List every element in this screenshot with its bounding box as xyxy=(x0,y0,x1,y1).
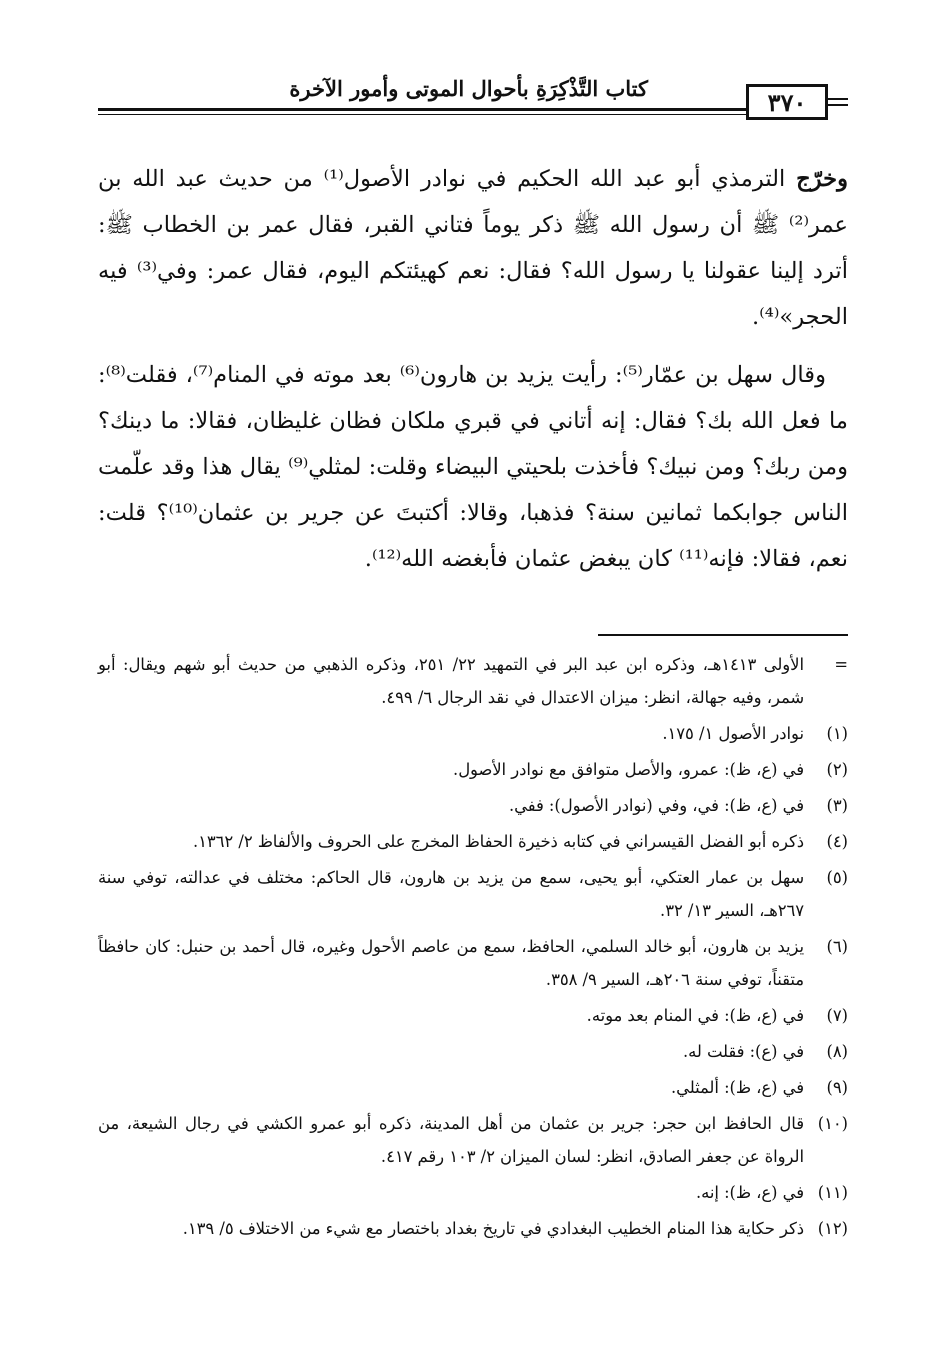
footnote-text: ذكره أبو الفضل القيسراني في كتابه ذخيرة الحفاظ المخرج على الحروف والألفاظ ٢/ ١٣٦٢. xyxy=(192,832,804,851)
footnotes xyxy=(98,648,848,1245)
main-text xyxy=(98,156,848,594)
footnote-text: في (ع، ظ): في، وفي (نوادر الأصول): ففي. xyxy=(508,796,804,815)
footnote-2 xyxy=(98,753,848,786)
footnote-text: سهل بن عمار العتكي، أبو يحيى، سمع من يزيد بن هارون، قال الحاكم: مختلف في عدالته، توفي سنة ٢٦٧هـ، السير ١٣/ ٣٢. xyxy=(98,868,804,920)
footnote-separator xyxy=(598,634,848,636)
footnote-text: في (ع، ظ): ألمثلي. xyxy=(670,1078,804,1097)
footnote-6 xyxy=(98,930,848,996)
page-number: ٣٧٠ xyxy=(746,84,828,120)
footnote-4 xyxy=(98,825,848,858)
footnote-12 xyxy=(98,1212,848,1245)
header-rule-right-2 xyxy=(828,104,848,106)
footnote-1 xyxy=(98,717,848,750)
footnote-number: (٦) xyxy=(826,937,848,956)
footnote-number: (٨) xyxy=(826,1042,848,1061)
footnote-text: قال الحافظ ابن حجر: جرير بن عثمان من أهل المدينة، ذكره أبو عمرو الكشي في رجال الشيعة، من الرواة عن جعفر الصادق، انظر: لسان الميزان ٢/ ١٠٣ رقم ٤١٧. xyxy=(98,1114,804,1166)
footnote-text: الأولى ١٤١٣هـ، وذكره ابن عبد البر في التمهيد ٢٢/ ٢٥١، وذكره الذهبي من حديث أبو شهم ويقال: أبو شمر، وفيه جهالة، انظر: ميزان الاعتدال في نقد الرجال ٦/ ٤٩٩. xyxy=(98,655,804,707)
paragraph-2-text: وقال سهل بن عمّار⁽⁵⁾: رأيت يزيد بن هارون⁽⁶⁾ بعد موته في المنام⁽⁷⁾، فقلت⁽⁸⁾: ما فعل الله بك؟ فقال: إنه أتاني في قبري ملكان فظان غليظان، فقالا: ما دينك؟ ومن ربك؟ ومن نبيك؟ فأخذت بلحيتي البيضاء وقلت: لمثلي⁽⁹⁾ يقال هذا وقد علّمت الناس جوابكما ثمانين سنة؟ فذهبا، وقالا: أكتبتَ عن جرير بن عثمان⁽¹⁰⁾؟ قلت: نعم، فقالا: فإنه⁽¹¹⁾ كان يبغض عثمان فأبغضه الله⁽¹²⁾. xyxy=(98,362,848,572)
paragraph-lead-word: وخرّج xyxy=(796,166,848,192)
paragraph-1 xyxy=(98,156,848,340)
footnote-number: (١٢) xyxy=(817,1219,848,1238)
footnote-3 xyxy=(98,789,848,822)
footnote-number: (٢) xyxy=(826,760,848,779)
running-title: كتاب التَّذْكِرَةِ بأحوال الموتى وأمور الآخرة xyxy=(289,76,648,101)
header-rule-thick xyxy=(98,108,746,111)
footnote-11 xyxy=(98,1176,848,1209)
header-rule-right-1 xyxy=(828,98,848,100)
footnote-number: (٧) xyxy=(826,1006,848,1025)
footnote-number: (٣) xyxy=(826,796,848,815)
footnote-number: (١٠) xyxy=(817,1114,848,1133)
header-rule-thin xyxy=(98,114,746,115)
paragraph-2 xyxy=(98,352,848,582)
footnote-number: (١) xyxy=(826,724,848,743)
footnote-text: نوادر الأصول ١/ ١٧٥. xyxy=(662,724,804,743)
footnote-7 xyxy=(98,999,848,1032)
footnote-number: (٩) xyxy=(826,1078,848,1097)
footnote-text: في (ع): فقلت له. xyxy=(682,1042,804,1061)
paragraph-1-text: الترمذي أبو عبد الله الحكيم في نوادر الأصول⁽¹⁾ من حديث عبد الله بن عمر⁽²⁾ ﷺ أن رسول الله ﷺ ذكر يوماً فتاني القبر، فقال عمر بن الخطاب ﷺ: أترد إلينا عقولنا يا رسول الله؟ فقال: نعم كهيئتكم اليوم، فقال عمر: وفي⁽³⁾ فيه الحجر»⁽⁴⁾. xyxy=(98,166,848,330)
footnote-text: في (ع، ظ): إنه. xyxy=(695,1183,804,1202)
footnote-continuation xyxy=(98,648,848,714)
footnote-text: يزيد بن هارون، أبو خالد السلمي، الحافظ، سمع من عاصم الأحول وغيره، قال أحمد بن حنبل: كان حافظاً متقناً، توفي سنة ٢٠٦هـ، السير ٩/ ٣٥٨. xyxy=(98,937,804,989)
footnote-text: في (ع، ظ): في المنام بعد موته. xyxy=(586,1006,804,1025)
page-header xyxy=(98,74,848,124)
footnote-9 xyxy=(98,1071,848,1104)
footnote-10 xyxy=(98,1107,848,1173)
footnote-number: (٤) xyxy=(826,832,848,851)
footnote-number: = xyxy=(834,655,848,674)
footnote-number: (١١) xyxy=(817,1183,848,1202)
footnote-8 xyxy=(98,1035,848,1068)
footnote-text: ذكر حكاية هذا المنام الخطيب البغدادي في تاريخ بغداد باختصار مع شيء من الاختلاف ٥/ ١٣٩. xyxy=(182,1219,804,1238)
footnote-text: في (ع، ظ): عمرو، والأصل متوافق مع نوادر الأصول. xyxy=(453,760,804,779)
footnote-5 xyxy=(98,861,848,927)
footnote-number: (٥) xyxy=(826,868,848,887)
